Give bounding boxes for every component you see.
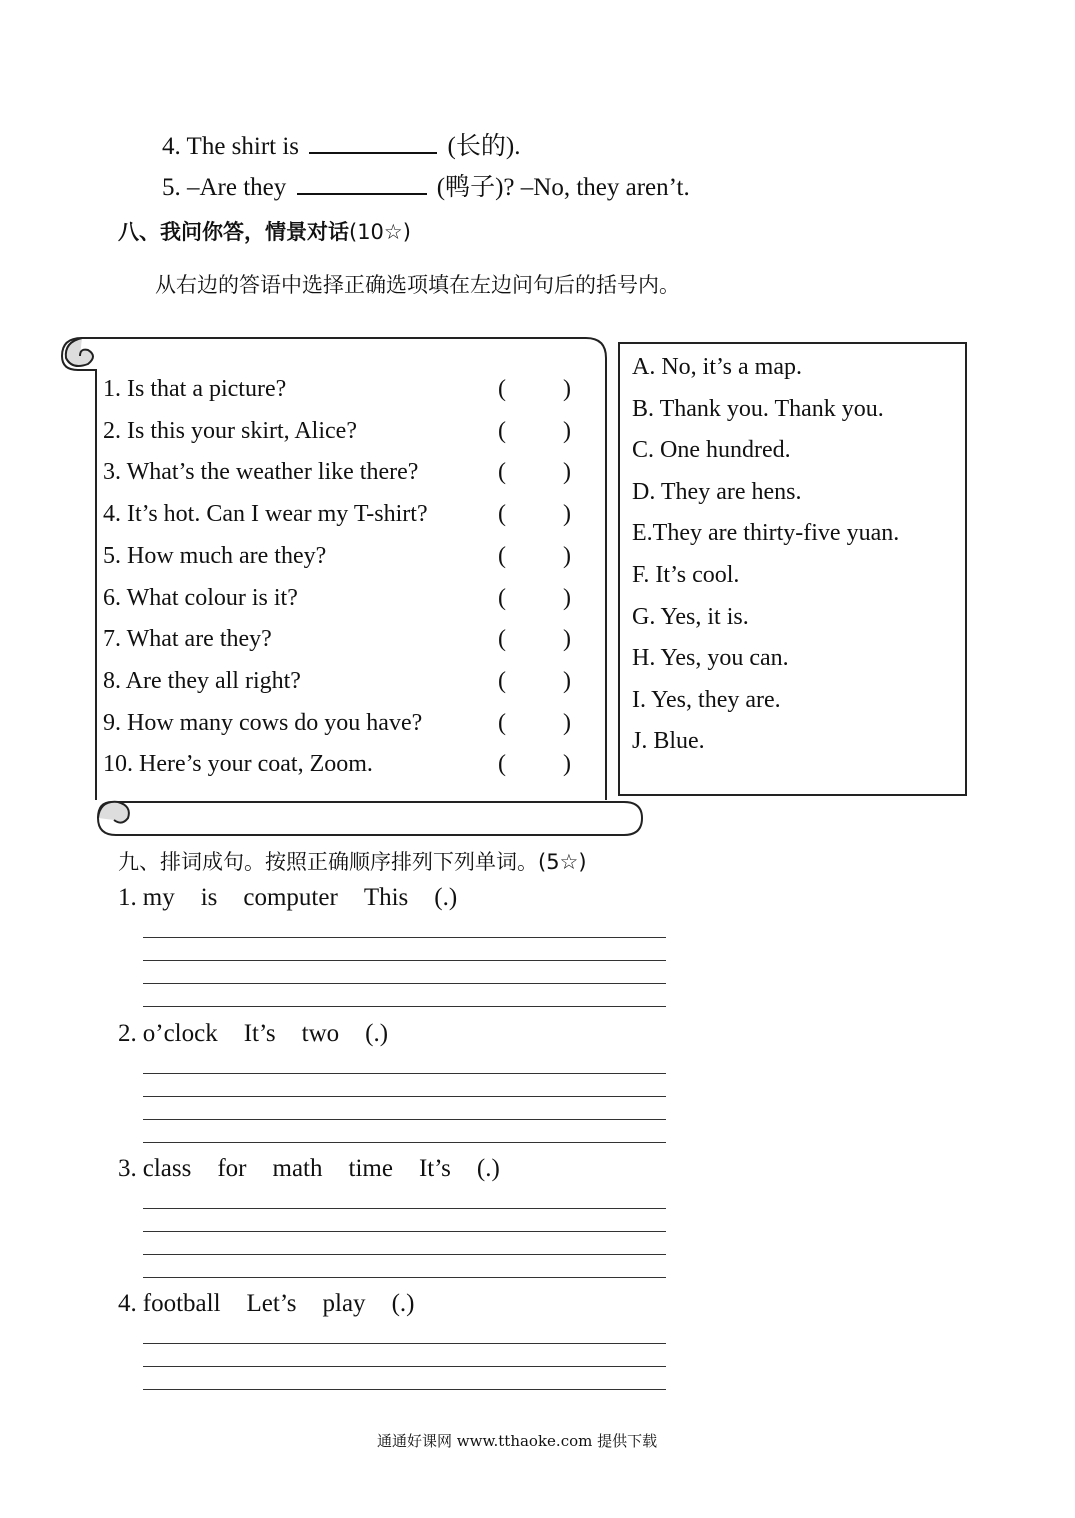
question-row xyxy=(103,710,583,750)
word-token: for xyxy=(217,1155,247,1182)
bracket-open: ( xyxy=(498,376,506,402)
question-row xyxy=(103,459,583,499)
word-token: two xyxy=(301,1020,340,1047)
writing-line[interactable] xyxy=(143,1073,666,1074)
word-token: class xyxy=(142,1155,192,1182)
writing-line[interactable] xyxy=(143,1096,666,1097)
reorder-item xyxy=(118,884,483,912)
section9-heading: 九、排词成句。按照正确顺序排列下列单词。(5☆) xyxy=(118,850,587,874)
word-token: my xyxy=(142,884,175,911)
word-token: computer xyxy=(243,884,338,911)
word-token: math xyxy=(272,1155,323,1182)
question-text: 7. What are they? xyxy=(103,626,272,653)
reorder-item xyxy=(118,1020,414,1048)
word-token: play xyxy=(322,1290,366,1317)
question-row xyxy=(103,501,583,541)
section8-heading: 八、我问你答，情景对话(10☆) xyxy=(118,220,411,244)
question-row xyxy=(103,668,583,708)
answer-option: J. Blue. xyxy=(632,728,705,755)
question-row xyxy=(103,418,583,458)
bracket-close: ) xyxy=(563,542,571,569)
word-token: (.) xyxy=(391,1290,415,1317)
answer-blank[interactable] xyxy=(297,171,427,195)
answer-option: G. Yes, it is. xyxy=(632,603,749,630)
word-token: (.) xyxy=(476,1155,500,1182)
bracket-close: ) xyxy=(563,667,571,694)
writing-line[interactable] xyxy=(143,1142,666,1143)
bracket-close: ) xyxy=(563,417,571,444)
question-text: 2. Is this your skirt, Alice? xyxy=(103,417,357,444)
answer-blank[interactable] xyxy=(309,130,437,154)
bracket-open: ( xyxy=(498,417,506,444)
word-token: time xyxy=(348,1155,393,1182)
section8-instruction: 从右边的答语中选择正确选项填在左边问句后的括号内。 xyxy=(155,273,680,297)
question-row xyxy=(103,751,583,791)
answer-option: I. Yes, they are. xyxy=(632,686,781,713)
reorder-item xyxy=(118,1155,526,1183)
word-token: Let’s xyxy=(246,1290,297,1317)
bracket-open: ( xyxy=(498,626,506,653)
answer-option: D. They are hens. xyxy=(632,478,802,505)
bracket-open: ( xyxy=(498,751,506,778)
answer-option: C. One hundred. xyxy=(632,437,791,464)
word-token: It’s xyxy=(243,1020,276,1047)
item-number: 4. xyxy=(118,1290,137,1317)
question-text: 5. How much are they? xyxy=(103,542,327,569)
word-token: (.) xyxy=(434,884,458,911)
writing-line[interactable] xyxy=(143,1366,666,1367)
bracket-open: ( xyxy=(498,667,506,694)
bracket-close: ) xyxy=(563,584,571,611)
bracket-open: ( xyxy=(498,709,506,736)
question-row xyxy=(103,626,583,666)
question-row xyxy=(103,543,583,583)
answer-options-box xyxy=(618,342,967,796)
bracket-close: ) xyxy=(563,376,571,402)
writing-line[interactable] xyxy=(143,1119,666,1120)
writing-line[interactable] xyxy=(143,960,666,961)
word-token: This xyxy=(363,884,409,911)
word-token: (.) xyxy=(365,1020,389,1047)
writing-line[interactable] xyxy=(143,937,666,938)
question-text: 10. Here’s your coat, Zoom. xyxy=(103,751,373,778)
question-text: 4. It’s hot. Can I wear my T-shirt? xyxy=(103,501,428,528)
question-text: 9. How many cows do you have? xyxy=(103,709,423,736)
writing-line[interactable] xyxy=(143,1343,666,1344)
writing-line[interactable] xyxy=(143,1231,666,1232)
bracket-open: ( xyxy=(498,459,506,486)
writing-line[interactable] xyxy=(143,1208,666,1209)
question-row xyxy=(103,376,583,416)
answer-option: A. No, it’s a map. xyxy=(632,354,802,380)
word-token: is xyxy=(200,884,218,911)
bracket-close: ) xyxy=(563,501,571,528)
bracket-open: ( xyxy=(498,542,506,569)
fill-item-4: 4. The shirt is (长的). xyxy=(162,126,520,162)
answer-option: F. It’s cool. xyxy=(632,562,740,588)
reorder-item xyxy=(118,1290,440,1318)
fill-item-5: 5. –Are they (鸭子)? –No, they aren’t. xyxy=(162,167,690,203)
answer-option: E.They are thirty-five yuan. xyxy=(632,520,900,547)
writing-line[interactable] xyxy=(143,1006,666,1007)
writing-line[interactable] xyxy=(143,1277,666,1278)
bracket-close: ) xyxy=(563,709,571,736)
bracket-close: ) xyxy=(563,626,571,653)
question-text: 3. What’s the weather like there? xyxy=(103,459,419,486)
footer-note: 通通好课网 www.tthaoke.com 提供下载 xyxy=(377,1432,658,1450)
item-number: 1. xyxy=(118,884,137,911)
question-row xyxy=(103,585,583,625)
word-token: o’clock xyxy=(142,1020,218,1047)
word-token: football xyxy=(142,1290,221,1317)
question-text: 8. Are they all right? xyxy=(103,667,301,694)
item-number: 3. xyxy=(118,1155,137,1182)
answer-option: B. Thank you. Thank you. xyxy=(632,395,884,422)
writing-line[interactable] xyxy=(143,1389,666,1390)
bracket-open: ( xyxy=(498,501,506,528)
word-token: It’s xyxy=(418,1155,451,1182)
bracket-close: ) xyxy=(563,459,571,486)
answer-option: H. Yes, you can. xyxy=(632,645,789,672)
item-number: 2. xyxy=(118,1020,137,1047)
bracket-close: ) xyxy=(563,751,571,778)
writing-line[interactable] xyxy=(143,1254,666,1255)
question-text: 1. Is that a picture? xyxy=(103,376,287,402)
writing-line[interactable] xyxy=(143,983,666,984)
question-text: 6. What colour is it? xyxy=(103,584,298,611)
bracket-open: ( xyxy=(498,584,506,611)
